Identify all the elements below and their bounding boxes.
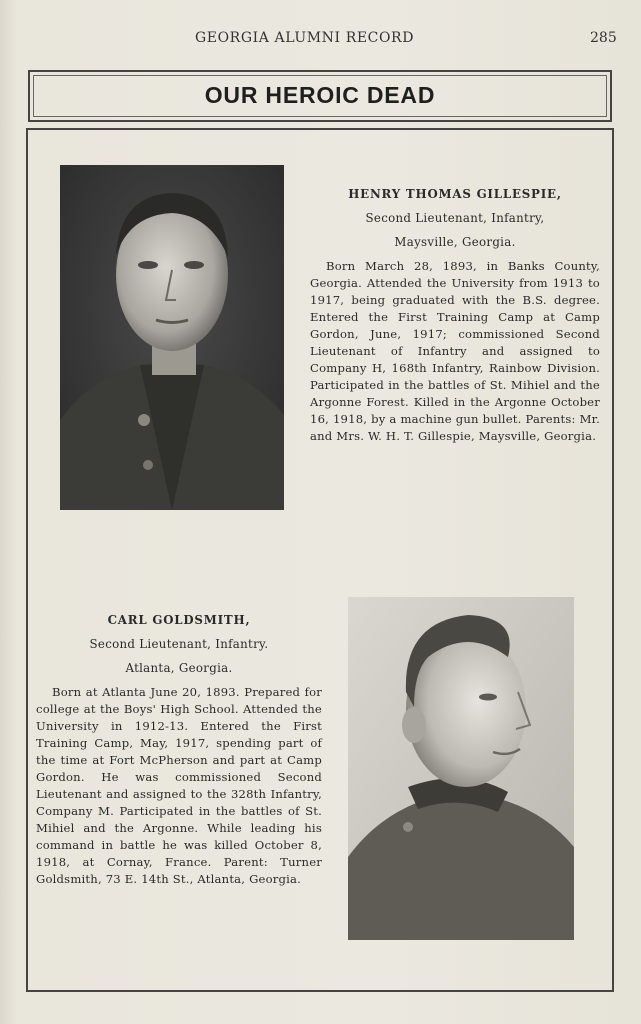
page-number: 285 [590,30,617,46]
running-head [0,30,641,50]
journal-title: GEORGIA ALUMNI RECORD [195,30,415,46]
entry-hometown: Atlanta, Georgia. [125,661,233,675]
entry-name: HENRY THOMAS GILLESPIE, [348,187,562,201]
portrait-gillespie-drawing [60,165,284,510]
entry-biography-text: Born at Atlanta June 20, 1893. Prepared for college at the Boys' High School. Attended the University in 1912-13. Entered the First Training Camp, May, 1917, spending part of the time at Fort McPherson and part at Camp Gordon. He was commissioned Second Lieutenant and assigned to the 328th Infantry, Company M. Participated in the battles of St. Mihiel and the Argonne. While leading his command in battle he was killed October 8, 1918, at Cornay, France. Parent: Turner Goldsmith, 73 E. 14th St., Atlanta, Georgia. [36,685,322,886]
entry-rank: Second Lieutenant, Infantry, [365,211,545,225]
section-title-box [28,70,612,122]
portrait-goldsmith-drawing [348,597,574,940]
biography-gillespie [310,186,600,445]
entry-name: CARL GOLDSMITH, [107,613,251,627]
entry-biography-text: Born March 28, 1893, in Banks County, Georgia. Attended the University from 1913 to 1917, being graduated with the B.S. degree. Entered the First Training Camp at Camp Gordon, June, 1917; commissioned Second Lieutenant of Infantry and assigned to Company H, 168th Infantry, Rainbow Division. Participated in the battles of St. Mihiel and the Argonne Forest. Killed in the Argonne October 16, 1918, by a machine gun bullet. Parents: Mr. and Mrs. W. H. T. Gillespie, Maysville, Georgia. [310,259,600,443]
section-title: OUR HEROIC DEAD [204,82,436,108]
biography-goldsmith [36,612,322,888]
entry-rank: Second Lieutenant, Infantry. [89,637,269,651]
portrait-photo-goldsmith [348,597,574,940]
portrait-photo-gillespie [60,165,284,510]
entry-hometown: Maysville, Georgia. [394,235,516,249]
